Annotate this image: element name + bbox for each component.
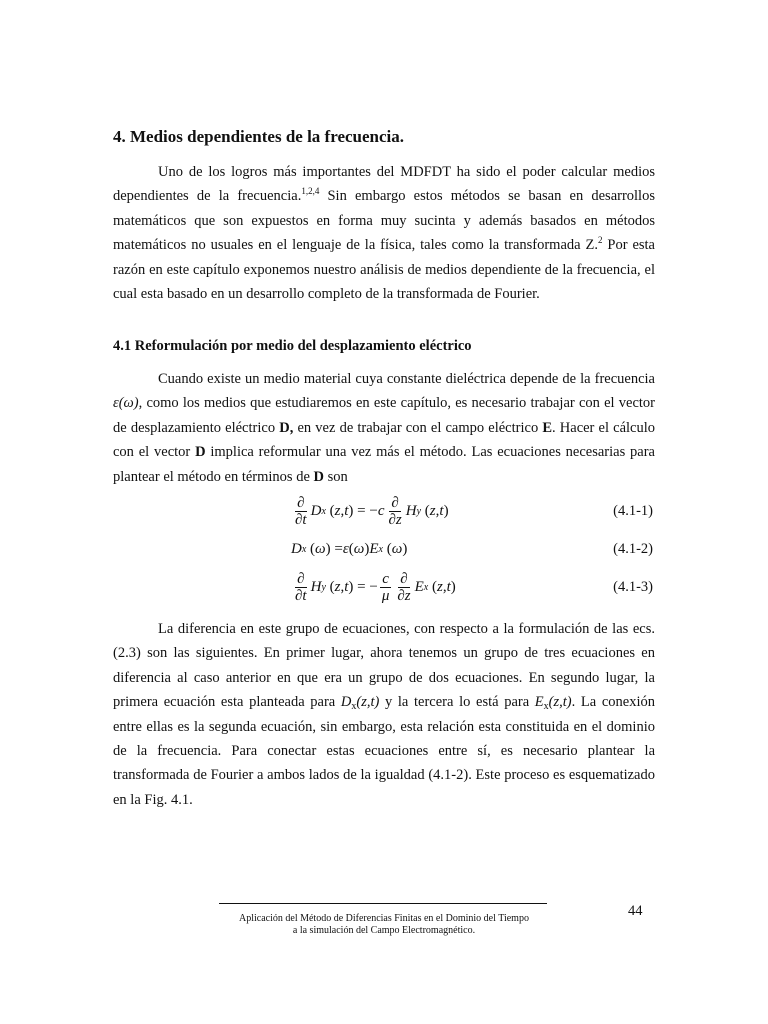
citation-superscript: 1,2,4 [301, 186, 320, 197]
equation-4-1-1 [113, 491, 655, 531]
text-run: en vez de trabajar con el campo eléctrico [293, 419, 543, 436]
text-run: Uno de los logros más importantes del MDFDT ha sido el poder calcular medios dependientes de la frecuencia. [113, 164, 655, 205]
epsilon-symbol: ε(ω) [113, 395, 139, 412]
math-symbol: D [340, 694, 352, 711]
paragraph-differences [113, 617, 655, 812]
equation-4-1-2 [113, 529, 655, 569]
text-run: . La conexión entre ellas es la segunda ecuación, sin embargo, esta relación esta constituida en el dominio de la frecuencia. Para conectar estas ecuaciones entre sí, es necesario plantear la transformada de Fourier a ambos lados de la igualdad (4.1-2). Este proceso es esquematizado en la Fig. 4.1. [113, 694, 655, 808]
text-run: La diferencia en este grupo de ecuaciones, con respecto a la formulación de las ecs. (2.3) son las siguientes. En primer lugar, ahora tenemos un grupo de tres ecuaciones en diferencia al caso anterior en que era un grupo de dos ecuaciones. En segundo lugar, la primera ecuación esta planteada para [113, 621, 655, 711]
bold-vector-d: D, [279, 419, 294, 436]
footer-line: Aplicación del Método de Diferencias Finitas en el Dominio del Tiempo [239, 913, 529, 924]
math-argument: (z,t) [356, 694, 380, 711]
bold-vector-d: D [195, 444, 206, 461]
math-symbol: E [534, 694, 544, 711]
text-run: implica reformular una vez más el método. Las ecuaciones necesarias para plantear el método en términos de [113, 444, 655, 485]
text-run: , como los medios que estudiaremos en este capítulo, es necesario trabajar con el vector de desplazamiento eléctrico [113, 395, 655, 436]
equation-body: D x ( ω ) = ε ( ω ) E x ( ω ) [291, 540, 408, 557]
text-run: Sin embargo estos métodos se basan en desarrollos matemáticos que son expuestos en forma muy sucinta y además basados en métodos matemáticos no usuales en el lenguaje de la física, tales como la transformada Z. [113, 188, 655, 254]
paragraph-reformulation [113, 367, 655, 489]
equation-number: (4.1-2) [613, 541, 653, 557]
footer-divider [219, 903, 547, 904]
text-run: Cuando existe un medio material cuya constante dieléctrica depende de la frecuencia [158, 371, 655, 387]
section-title: 4. Medios dependientes de la frecuencia. [113, 127, 405, 146]
text-run: . Hacer el cálculo con el vector [113, 419, 656, 461]
footer-line: a la simulación del Campo Electromagnético. [292, 925, 476, 936]
paragraph-intro [113, 160, 655, 306]
equation-number: (4.1-3) [613, 579, 653, 595]
bold-vector-e: E [542, 419, 553, 436]
equation-body: $\frac{\partial}{\partial t}$ D x ( z , t ) = − c $\frac{\partial}{\partial z}$ H y ( z , t ) [295, 494, 449, 528]
math-subscript: x [543, 701, 549, 713]
citation-superscript: 2 [597, 235, 603, 246]
equation-4-1-3 [113, 567, 655, 607]
equation-body: $\frac{\partial}{\partial t}$ H y ( z , t ) = − $\frac{c}{\mu}$ $\frac{\partial}{\partial z}$ E x ( z , t ) [295, 570, 456, 604]
text-run: Por esta razón en este capítulo exponemos nuestro análisis de medios dependiente de la frecuencia, el cual esta basado en un desarrollo completo de la transformada de Fourier. [113, 237, 655, 303]
text-run: son [324, 468, 348, 485]
math-subscript: x [351, 701, 357, 713]
subsection-title: 4.1 Reformulación por medio del desplazamiento eléctrico [113, 338, 472, 354]
page-number: 44 [628, 903, 643, 919]
bold-vector-d: D [313, 468, 324, 485]
text-run: y la tercera lo está para [379, 694, 535, 711]
footer-text [200, 913, 568, 937]
equation-number: (4.1-1) [613, 503, 653, 519]
math-argument: (z,t) [548, 694, 572, 711]
